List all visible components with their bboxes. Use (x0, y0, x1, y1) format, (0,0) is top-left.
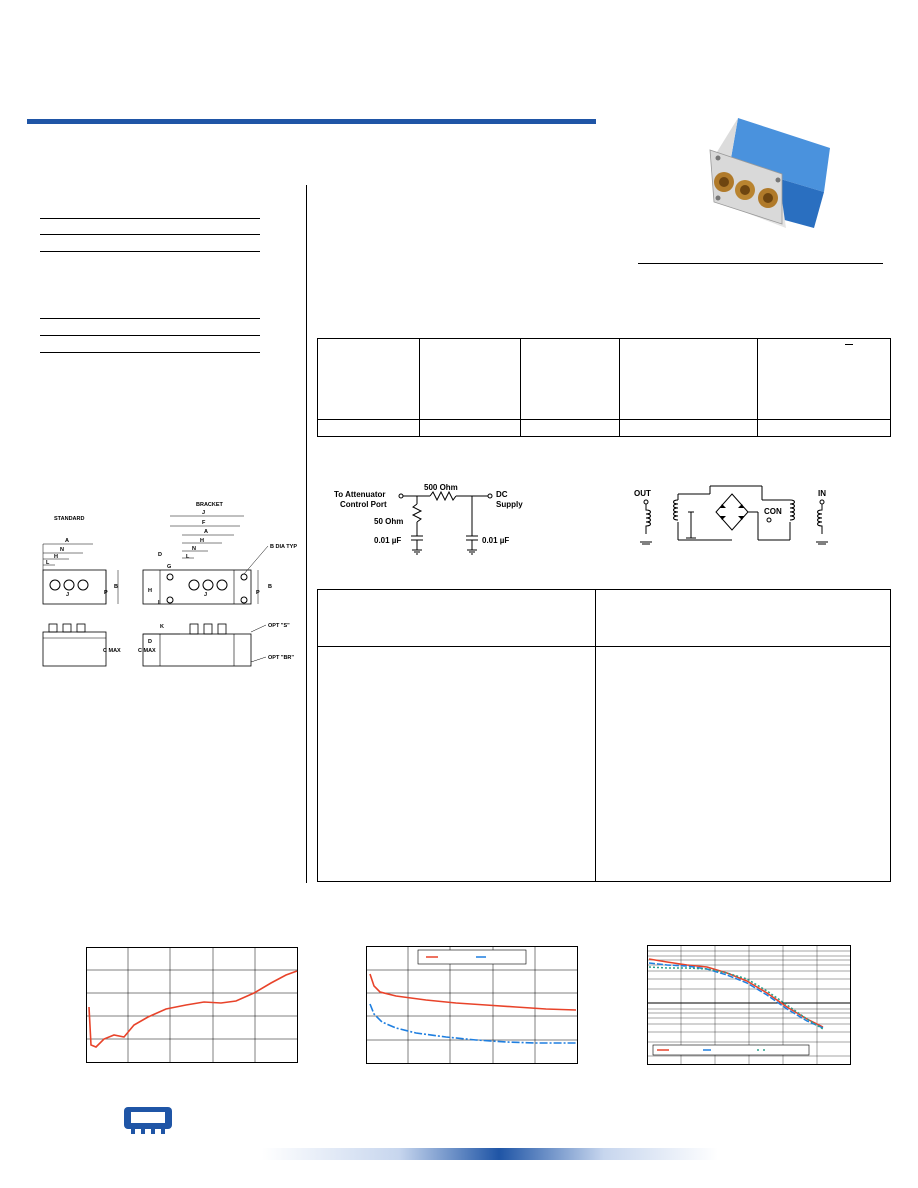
b-dia-typ-label: B DIA TYP (270, 544, 297, 550)
dim-n-label: N (60, 547, 64, 553)
dim-h-label-side: H (148, 588, 152, 594)
footer-bar (262, 1148, 718, 1160)
dim-a-label: A (65, 538, 69, 544)
series-resistor-label: 500 Ohm (424, 483, 458, 492)
dim-j-label-bracket-low: J (204, 592, 208, 598)
dim-d-label: D (158, 552, 162, 558)
graph-2 (366, 946, 578, 1064)
standard-label: STANDARD (54, 516, 85, 522)
control-port-schematic (330, 480, 540, 564)
dim-i-label: I (158, 600, 160, 606)
dim-p-label: P (104, 590, 108, 596)
dim-b-label: B (114, 584, 118, 590)
dim-d-label-lower: D (148, 639, 152, 645)
dim-l-label: L (46, 560, 50, 566)
con-label: CON (764, 507, 782, 516)
product-image (690, 110, 850, 230)
opt-br-label: OPT "BR" (268, 655, 294, 661)
spec-table-2 (317, 589, 891, 882)
dim-k-label: K (160, 624, 164, 630)
graph-3 (647, 945, 851, 1065)
cap-left-label: 0.01 µF (374, 536, 402, 545)
in-label: IN (818, 489, 826, 498)
dc-supply-label-1: DC (496, 490, 508, 499)
chip-package-icon (122, 1105, 174, 1135)
c-max-label-standard: C MAX (103, 648, 121, 654)
dim-b-label-bracket: B (268, 584, 272, 590)
dim-j-label-bracket: J (202, 510, 206, 516)
bridge-schematic (632, 482, 832, 552)
graph-1 (86, 947, 298, 1063)
header-bar (27, 119, 596, 124)
dim-f-label: F (202, 520, 206, 526)
control-port-label-1: To Attenuator (334, 490, 386, 499)
dim-n-label-bracket: N (192, 546, 196, 552)
outline-drawing (30, 496, 300, 676)
dc-supply-label-2: Supply (496, 500, 523, 509)
dim-h-label: H (54, 554, 58, 560)
spec-table (317, 338, 891, 437)
cap-right-label: 0.01 µF (482, 536, 510, 545)
opt-s-label: OPT "S" (268, 623, 290, 629)
control-port-label-2: Control Port (340, 500, 387, 509)
bracket-label: BRACKET (196, 502, 223, 508)
out-label: OUT (634, 489, 651, 498)
shunt-resistor-label: 50 Ohm (374, 517, 404, 526)
dim-j-label: J (66, 592, 70, 598)
dim-h-label-bracket: H (200, 538, 204, 544)
dim-g-label: G (167, 564, 172, 570)
dim-a-label-bracket: A (204, 529, 208, 535)
c-max-label-bracket: C MAX (138, 648, 156, 654)
dim-l-label-bracket: L (186, 554, 190, 560)
dim-p-label-bracket: P (256, 590, 260, 596)
